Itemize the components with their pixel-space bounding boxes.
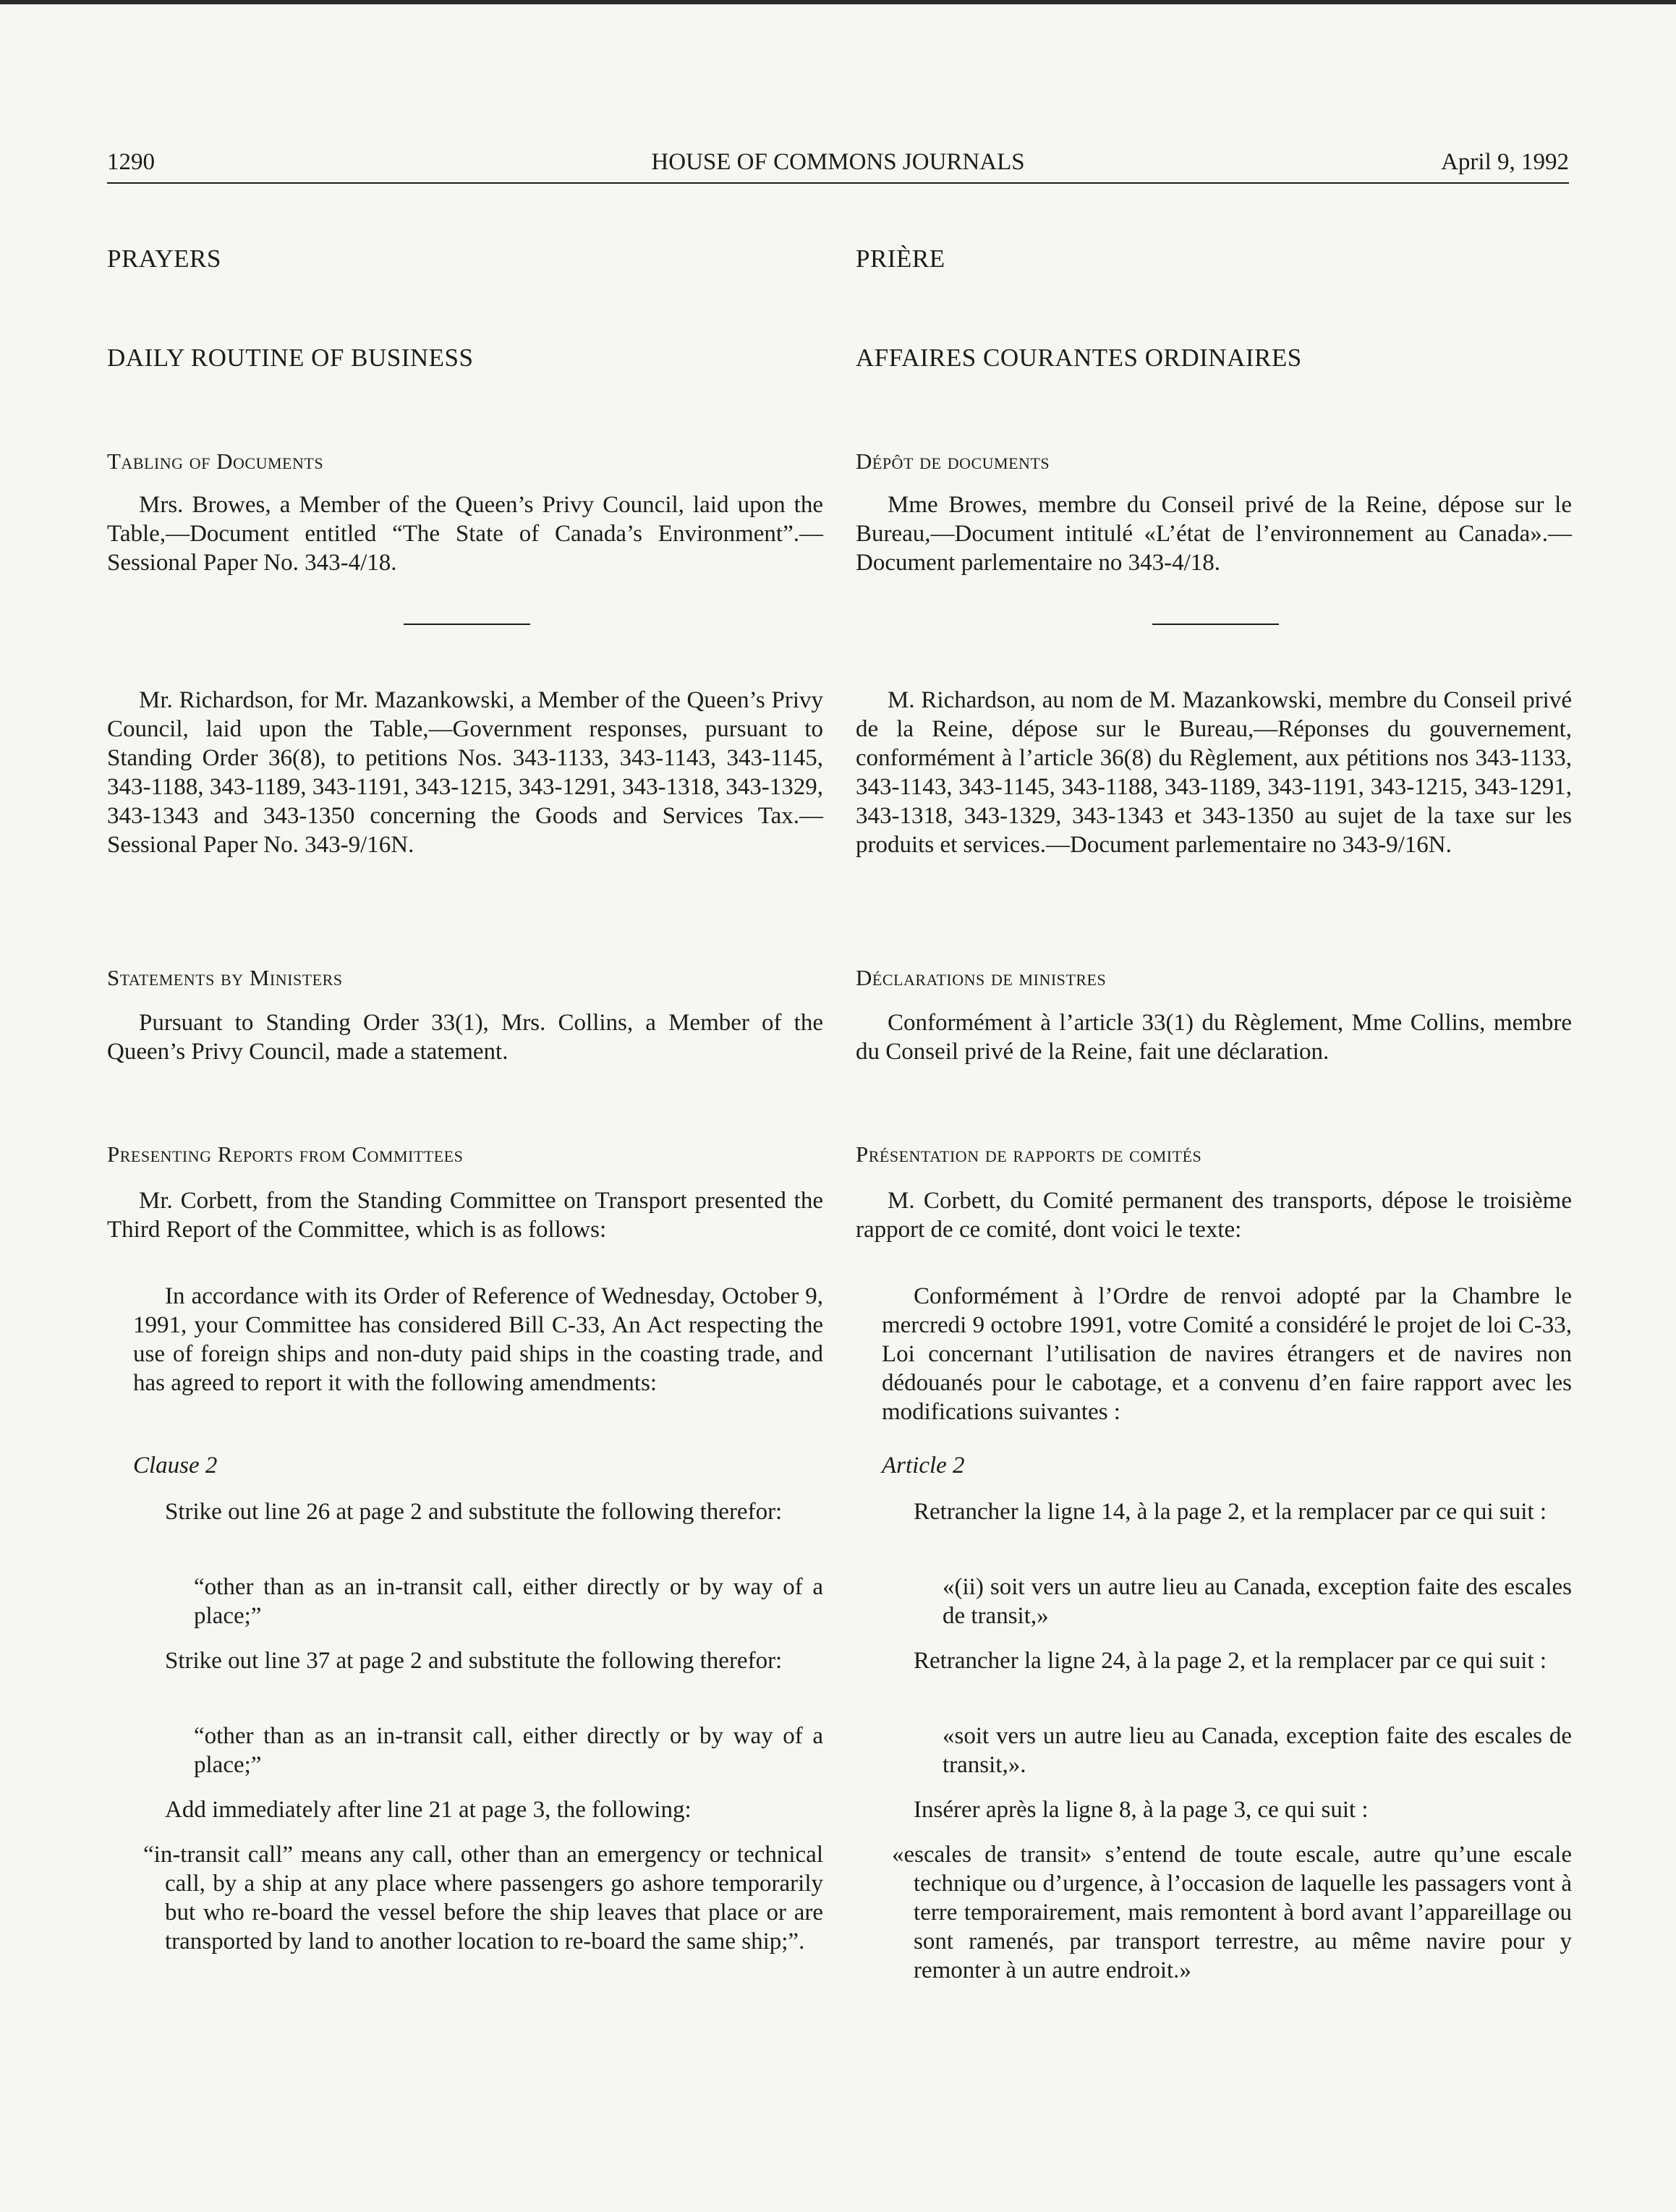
definition-text: “in-transit call” means any call, other than an emergency or technical call, by a ship at any place where passengers go ashore temporarily but who re-board the vessel before the ship leaves that place or are transported by land to another location to re-board the same ship;”. (143, 1842, 823, 1954)
statements-heading: Statements by Ministers (107, 965, 343, 990)
strike-instruction-1: Strike out line 26 at page 2 and substitute the following therefor: (165, 1499, 783, 1525)
header-rule (107, 182, 1569, 184)
journal-title: HOUSE OF COMMONS JOURNALS (651, 149, 1025, 175)
add-instruction-fr: Insérer après la ligne 8, à la page 3, ce qui suit : (914, 1797, 1369, 1823)
quoted-text-2: “other than as an in-transit call, either directly or by way of a place;” (194, 1723, 823, 1778)
tabling-paragraph-1: Mrs. Browes, a Member of the Queen’s Privy Council, laid upon the Table,—Document entitled “The State of Canada’s Environment”.—Sessional Paper No. 343-4/18. (107, 492, 823, 576)
page-header (107, 149, 1569, 187)
reports-paragraph-2-fr: Conformément à l’Ordre de renvoi adopté par la Chambre le mercredi 9 octobre 1991, votre Comité a considéré le projet de loi C-33, Loi concernant l’utilisation de navires étrangers et de navires non dédouanés pour le cabotage, et a convenu d’en faire rapport avec les modifications suivantes : (882, 1283, 1572, 1425)
strike-instruction-1-fr: Retrancher la ligne 14, à la page 2, et la remplacer par ce qui suit : (914, 1499, 1547, 1525)
reports-paragraph-1: Mr. Corbett, from the Standing Committee on Transport presented the Third Report of the Committee, which is as follows: (107, 1188, 823, 1243)
tabling-paragraph-2-fr: M. Richardson, au nom de M. Mazankowski, membre du Conseil privé de la Reine, dépose sur le Bureau,—Réponses du gouvernement, conformément à l’article 36(8) du Règlement, aux pétitions nos 343-1133, 343-1143, 343-1145, 343-1188, 343-1189, 343-1191, 343-1215, 343-1291, 343-1318, 343-1329, 343-1343 et 343-1350 au sujet de la taxe sur les produits et services.—Document parlementaire no 343-9/16N. (856, 687, 1572, 858)
clause-label: Clause 2 (133, 1452, 218, 1479)
scan-edge (0, 0, 1676, 4)
reports-paragraph-2: In accordance with its Order of Reference of Wednesday, October 9, 1991, your Committee has considered Bill C-33, An Act respecting the use of foreign ships and non-duty paid ships in the coasting trade, and has agreed to report it with the following amendments: (133, 1283, 823, 1396)
tabling-heading-fr: Dépôt de documents (856, 448, 1050, 474)
reports-heading: Presenting Reports from Committees (107, 1141, 464, 1167)
strike-instruction-2-fr: Retrancher la ligne 24, à la page 2, et la remplacer par ce qui suit : (914, 1648, 1547, 1674)
tabling-paragraph-1-fr: Mme Browes, membre du Conseil privé de la Reine, dépose sur le Bureau,—Document intitulé «L’état de l’environnement au Canada».—Document parlementaire no 343-4/18. (856, 492, 1572, 576)
page-number: 1290 (107, 149, 155, 175)
statements-paragraph: Pursuant to Standing Order 33(1), Mrs. Collins, a Member of the Queen’s Privy Council, made a statement. (107, 1010, 823, 1065)
definition-text-fr: «escales de transit» s’entend de toute escale, autre qu’une escale technique ou d’urgence, à l’occasion de laquelle les passagers vont à terre temporairement, mais remontent à bord avant l’appareillage ou sont ramenés, par transport terrestre, au même navire pour y remonter à un autre endroit.» (892, 1842, 1572, 1983)
routine-heading-fr: AFFAIRES COURANTES ORDINAIRES (856, 344, 1302, 372)
tabling-paragraph-2: Mr. Richardson, for Mr. Mazankowski, a Member of the Queen’s Privy Council, laid upon the Table,—Government responses, pursuant to Standing Order 36(8), to petitions Nos. 343-1133, 343-1143, 343-1145, 343-1188, 343-1189, 343-1191, 343-1215, 343-1291, 343-1318, 343-1329, 343-1343 and 343-1350 concerning the Goods and Services Tax.—Sessional Paper No. 343-9/16N. (107, 687, 823, 858)
quoted-text-2-fr: «soit vers un autre lieu au Canada, exception faite des escales de transit,». (943, 1723, 1572, 1778)
clause-label-fr: Article 2 (882, 1452, 965, 1479)
statements-paragraph-fr: Conformément à l’article 33(1) du Règlement, Mme Collins, membre du Conseil privé de la Reine, fait une déclaration. (856, 1010, 1572, 1065)
add-instruction: Add immediately after line 21 at page 3, the following: (165, 1797, 692, 1823)
statements-heading-fr: Déclarations de ministres (856, 965, 1107, 990)
reports-paragraph-1-fr: M. Corbett, du Comité permanent des transports, dépose le troisième rapport de ce comité, dont voici le texte: (856, 1188, 1572, 1243)
quoted-text-1: “other than as an in-transit call, either directly or by way of a place;” (194, 1574, 823, 1629)
section-divider (404, 624, 530, 625)
section-divider-fr (1152, 624, 1279, 625)
strike-instruction-2: Strike out line 37 at page 2 and substitute the following therefor: (165, 1648, 783, 1674)
reports-heading-fr: Présentation de rapports de comités (856, 1141, 1202, 1167)
prayers-heading: PRAYERS (107, 244, 221, 273)
journal-date: April 9, 1992 (1441, 149, 1569, 175)
prayers-heading-fr: PRIÈRE (856, 244, 945, 273)
routine-heading: DAILY ROUTINE OF BUSINESS (107, 344, 474, 372)
tabling-heading: Tabling of Documents (107, 448, 324, 474)
quoted-text-1-fr: «(ii) soit vers un autre lieu au Canada, exception faite des escales de transit,» (943, 1574, 1572, 1629)
